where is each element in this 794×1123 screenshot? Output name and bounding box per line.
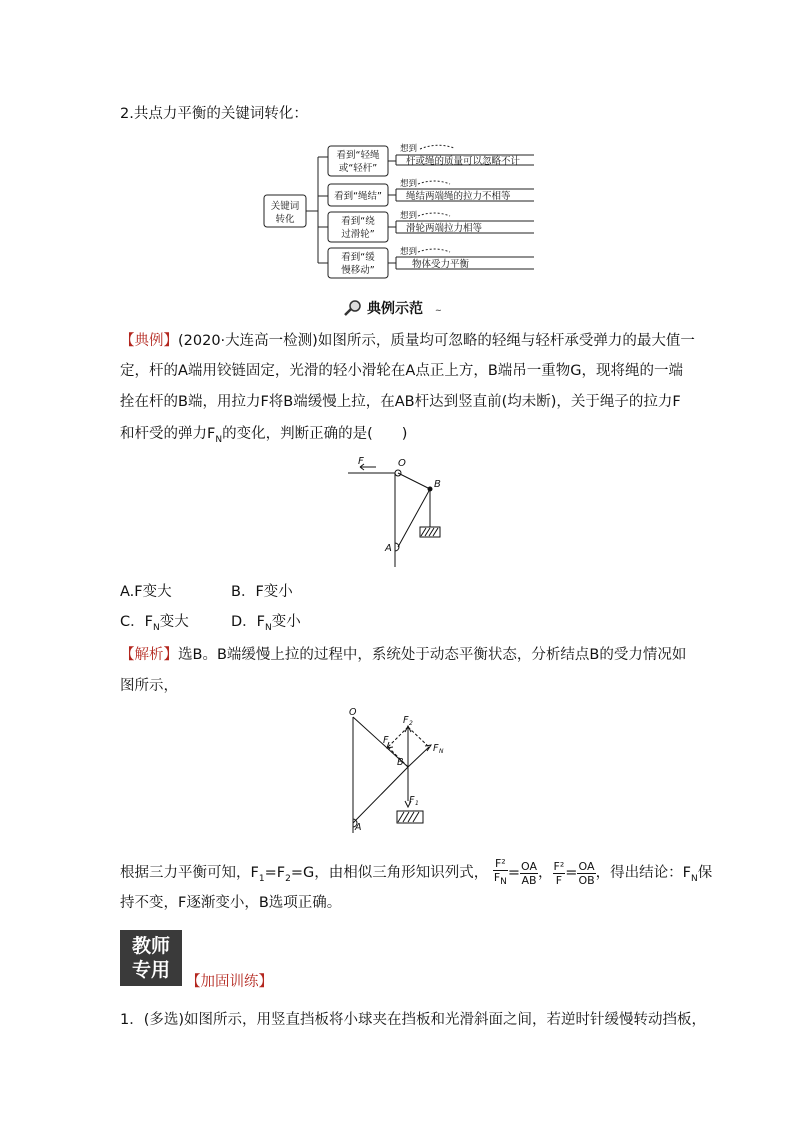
reinforce-label: 【加固训练】	[186, 974, 273, 990]
example-banner-label: 典例示范	[367, 301, 423, 317]
example-line-2: 定，杆的A端用铰链固定，光滑的轻小滑轮在A点正上方，B端吊一重物G，现将绳的一端	[120, 363, 684, 379]
fig1-label-A: A	[385, 543, 392, 554]
fig2-label-FN: F	[433, 743, 439, 754]
conclusion-line-2: 持不变，F逐渐变小，B选项正确。	[120, 895, 342, 911]
mindmap-root-line2: 转化	[275, 214, 295, 225]
mindmap-result-3: 滑轮两端拉力相等	[406, 223, 483, 234]
fig2-label-F1: F	[409, 795, 415, 806]
example-line-3: 拴在杆的B端，用拉力F将B端缓慢上拉，在AB杆达到竖直前(均未断)，关于绳子的拉力F	[120, 394, 681, 410]
question-1: 1．(多选)如图所示，用竖直挡板将小球夹在挡板和光滑斜面之间，若逆时针缓慢转动挡板，	[120, 1012, 707, 1028]
svg-text:1: 1	[415, 800, 419, 807]
svg-text:N: N	[439, 748, 444, 755]
fn-subscript: N	[215, 434, 223, 445]
option-a: A.F变大	[120, 584, 172, 600]
mindmap-think-4: 想到	[400, 247, 418, 257]
mindmap-result-2: 绳结两端绳的拉力不相等	[406, 191, 511, 202]
mindmap-think-3: 想到	[400, 211, 418, 221]
mindmap-think-1: 想到	[400, 144, 418, 154]
figure-1	[340, 455, 460, 570]
analysis-line-2: 图所示，	[120, 678, 178, 694]
conclusion-line-1: 根据三力平衡可知，$F_1=F_2=G$，由相似三角形知识列式， $\frac{\text{F²}}{F_N}$ = $\frac{OA}{AB}$ ， $\frac{\text{F²}}{F}$ = $\frac{OA}{OB}$ ，得出结论：$F_N$保	[120, 857, 713, 888]
fig1-label-O: O	[398, 458, 406, 469]
badge-line-1: 教师	[131, 935, 170, 957]
analysis-tag: 【解析】	[120, 647, 178, 663]
example-text-4: 和杆受的弹力F	[120, 426, 216, 442]
example-tag: 【典例】	[120, 333, 178, 349]
fig2-label-A: A	[355, 822, 362, 833]
mindmap-key-3b: 过滑轮”	[341, 229, 375, 240]
svg-text:2: 2	[409, 720, 413, 727]
fig2-label-F2: F	[403, 715, 409, 726]
example-text-4b: 的变化，判断正确的是( )	[222, 426, 408, 442]
fraction-4: $\frac{OA}{OB}$	[578, 859, 595, 887]
mindmap-root-line1: 关键词	[270, 201, 300, 212]
fraction-1: $\frac{\text{F²}}{F_N}$	[493, 857, 507, 888]
fig1-label-B: B	[434, 479, 441, 490]
example-line-1	[120, 331, 695, 351]
mindmap-key-3a: 看到“绕	[341, 216, 375, 227]
magnifier-icon	[343, 299, 363, 317]
teacher-only-badge	[120, 930, 182, 986]
keyword-mindmap	[262, 140, 542, 280]
section-heading: 2.共点力平衡的关键词转化：	[120, 106, 308, 122]
example-line-4	[120, 424, 407, 450]
option-d: D．$F_N$变小	[231, 614, 301, 633]
mindmap-result-4: 物体受力平衡	[412, 259, 470, 270]
example-banner: 典例示范 ~	[343, 298, 463, 318]
mindmap-key-2: 看到“绳结”	[334, 191, 382, 202]
example-text-1: (2020·大连高一检测)如图所示，质量均可忽略的轻绳与轻杆承受弹力的最大值一	[178, 333, 695, 349]
analysis-line-1	[120, 645, 686, 665]
fraction-2: $\frac{OA}{AB}$	[521, 859, 538, 887]
mindmap-think-2: 想到	[400, 179, 418, 189]
mindmap-key-1a: 看到“轻绳	[336, 150, 380, 161]
fig2-label-F: F	[383, 735, 389, 746]
option-c: C．$F_N$变大	[120, 614, 189, 633]
figure-2	[343, 705, 463, 835]
fig2-label-O: O	[349, 707, 357, 718]
analysis-text-1: 选B。B端缓慢上拉的过程中，系统处于动态平衡状态，分析结点B的受力情况如	[178, 647, 687, 663]
badge-line-2: 专用	[131, 959, 170, 981]
fraction-3: $\frac{\text{F²}}{F}$	[553, 859, 565, 887]
mindmap-result-1: 杆或绳的质量可以忽略不计	[406, 156, 521, 167]
fig2-label-B: B	[397, 757, 404, 768]
mindmap-key-4a: 看到“缓	[341, 252, 375, 263]
mindmap-key-4b: 慢移动”	[341, 265, 375, 276]
mindmap-key-1b: 或“轻杆”	[338, 163, 378, 174]
fig1-label-F: F	[358, 456, 364, 467]
option-b: B．F变小	[231, 584, 293, 600]
